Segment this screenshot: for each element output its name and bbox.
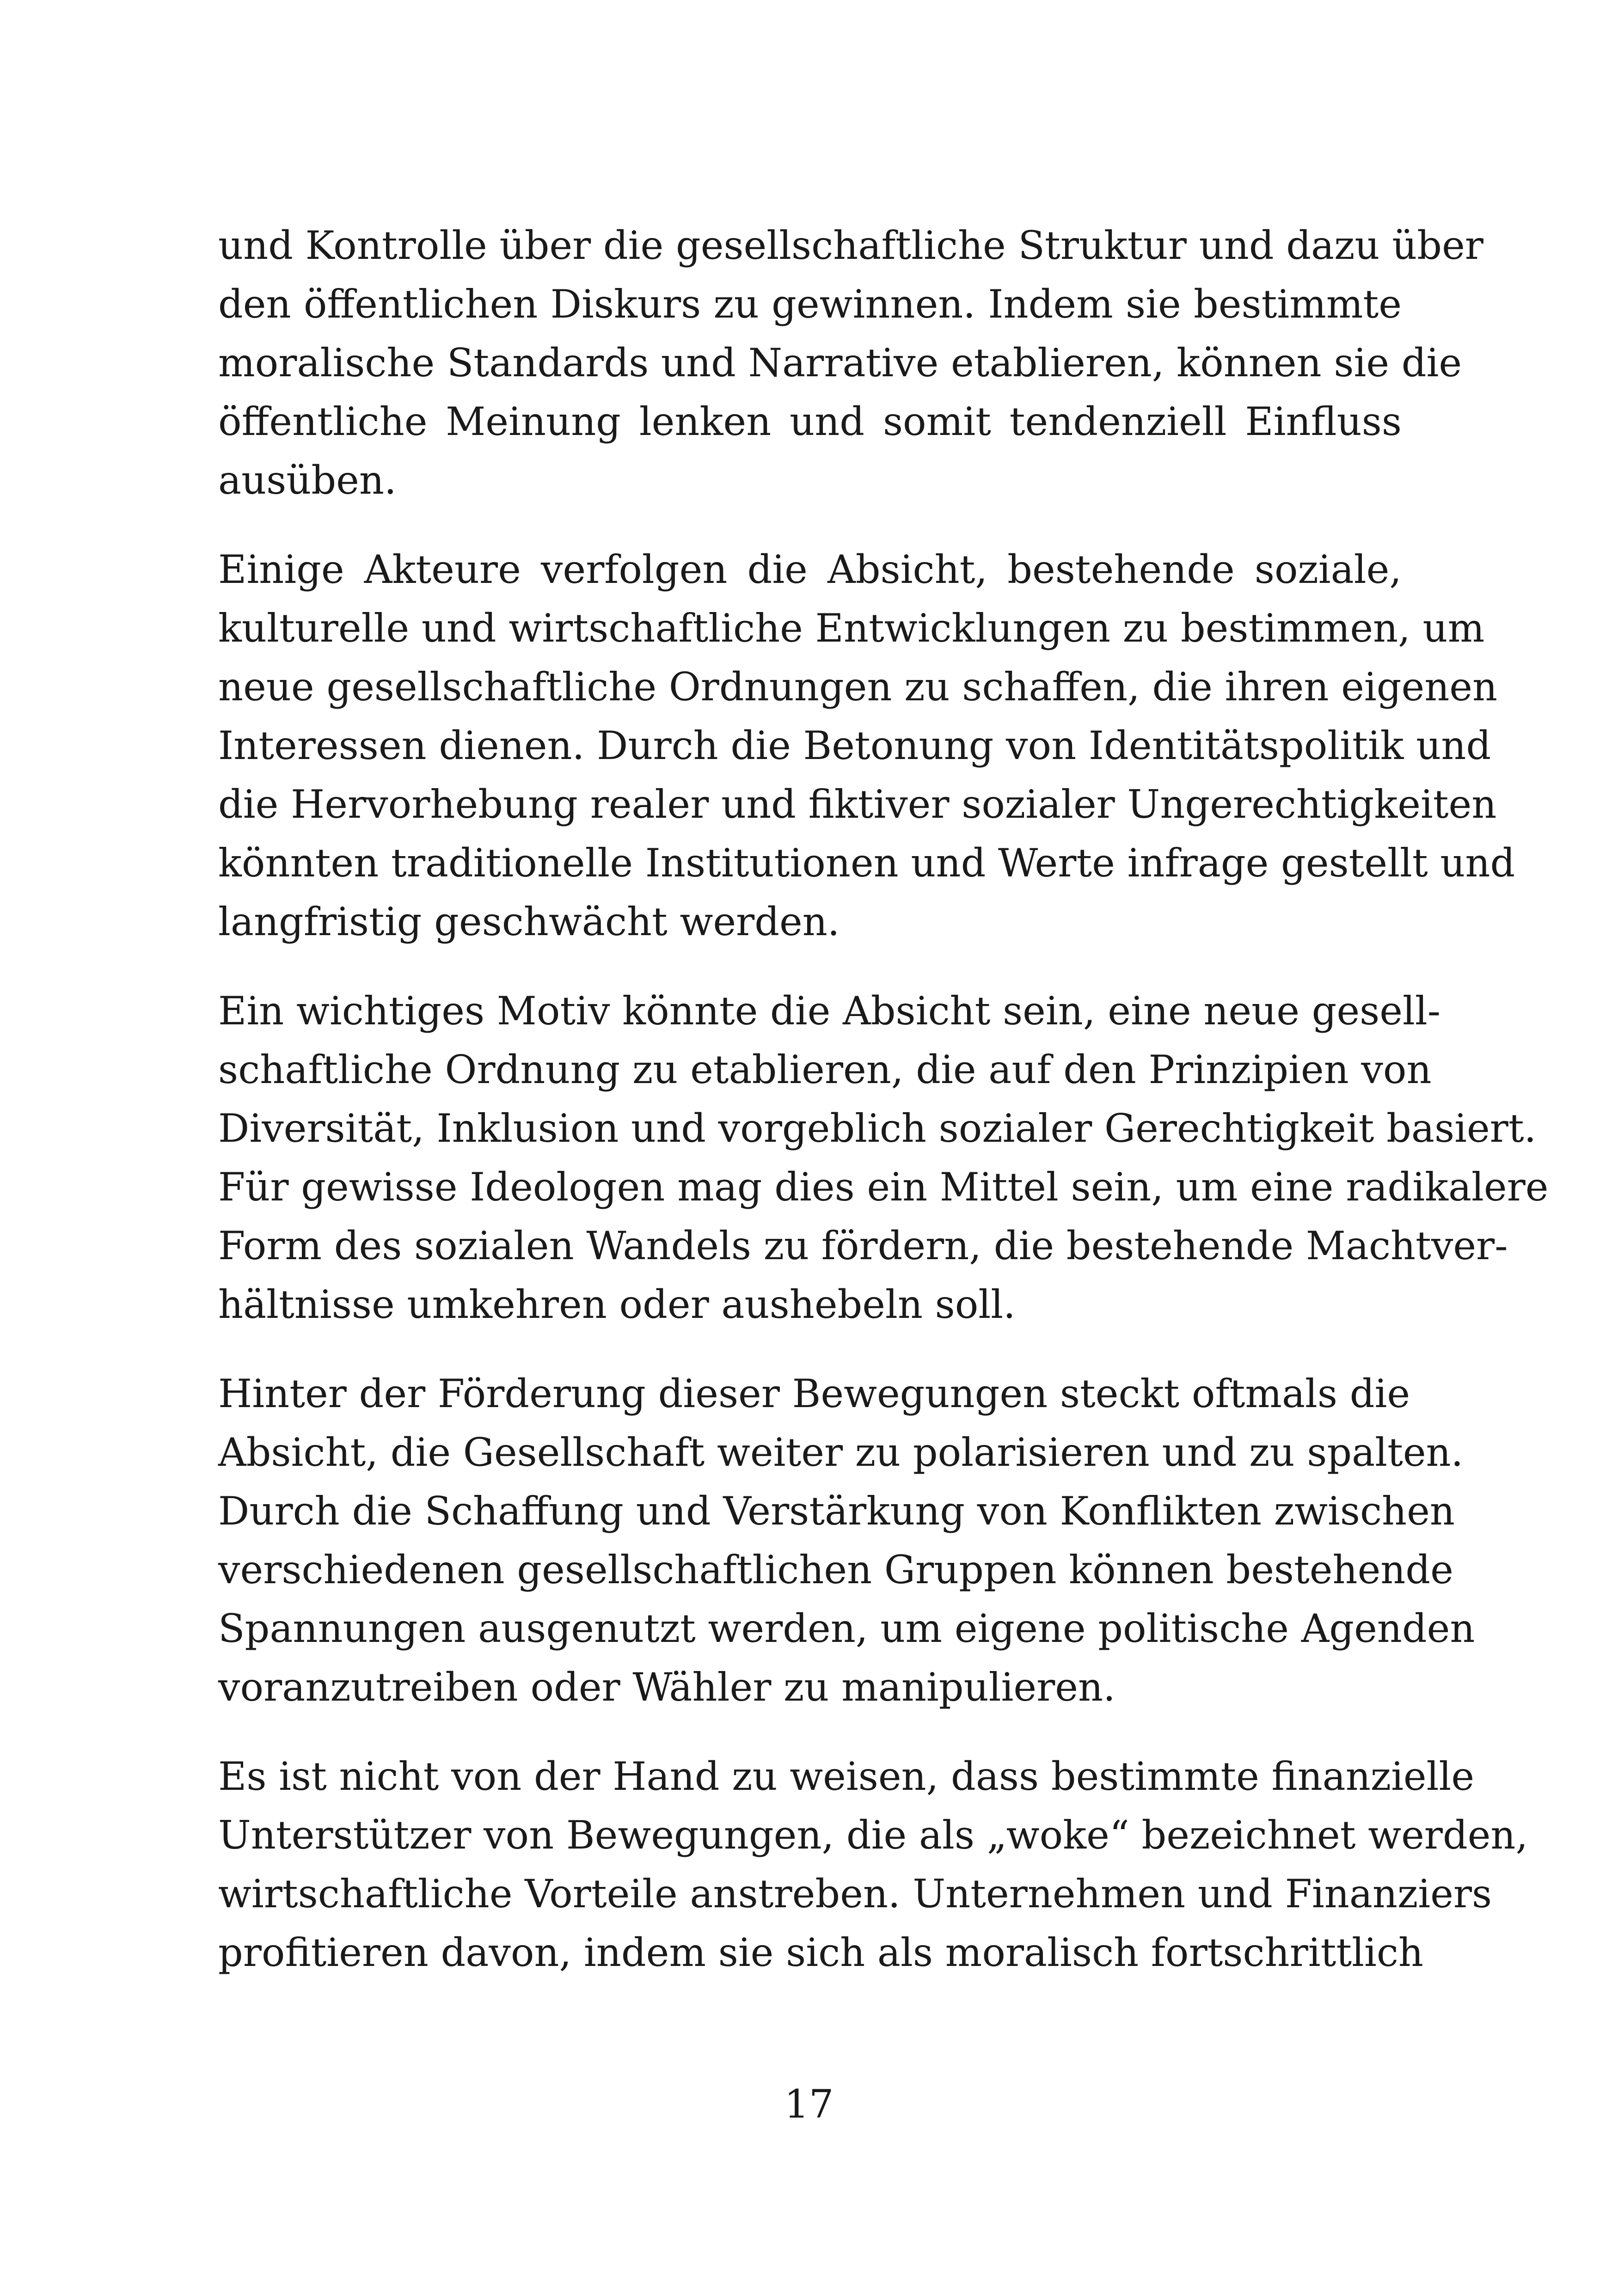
text-line: langfristig geschwächt werden. [218, 899, 840, 944]
paragraph [218, 1747, 1528, 1982]
text-line: Hinter der Förderung dieser Bewegungen steckt oftmals die [218, 1371, 1410, 1416]
text-line: wirtschaftliche Vorteile anstreben. Unternehmen und Finanziers [218, 1871, 1492, 1916]
text-line: Für gewisse Ideologen mag dies ein Mittel sein, um eine radikalere [218, 1164, 1549, 1210]
text-line: hältnisse umkehren oder aushebeln soll. [218, 1282, 1016, 1327]
text-line: voranzutreiben oder Wähler zu manipulieren. [218, 1665, 1115, 1710]
text-line: Spannungen ausgenutzt werden, um eigene politische Agenden [218, 1606, 1475, 1651]
text-line: Einige Akteure verfolgen die Absicht, bestehende soziale, [218, 547, 1402, 592]
paragraph [218, 216, 1483, 510]
text-line: kulturelle und wirtschaftliche Entwicklungen zu bestimmen, um [218, 606, 1485, 651]
text-line: Interessen dienen. Durch die Betonung von Identitätspolitik und [218, 723, 1491, 768]
text-line: neue gesellschaftliche Ordnungen zu schaffen, die ihren eigenen [218, 664, 1498, 710]
text-line: könnten traditionelle Institutionen und Werte infrage gestellt und [218, 840, 1515, 886]
text-line: Unterstützer von Bewegungen, die als „woke“ bezeichnet werden, [218, 1812, 1528, 1858]
text-line: ausüben. [218, 458, 397, 503]
text-line: verschiedenen gesellschaftlichen Gruppen können bestehende [218, 1547, 1453, 1592]
page-number: 17 [784, 2082, 834, 2127]
text-line: moralische Standards und Narrative etablieren, können sie die [218, 340, 1462, 386]
text-line: Es ist nicht von der Hand zu weisen, dass bestimmte finanzielle [218, 1754, 1475, 1799]
body-text [218, 216, 1549, 2013]
text-line: schaftliche Ordnung zu etablieren, die auf den Prinzipien von [218, 1047, 1432, 1092]
text-line: den öffentlichen Diskurs zu gewinnen. Indem sie bestimmte [218, 282, 1402, 327]
text-line: die Hervorhebung realer und fiktiver sozialer Ungerechtigkeiten [218, 782, 1497, 827]
text-line: Absicht, die Gesellschaft weiter zu polarisieren und zu spalten. [218, 1430, 1464, 1475]
text-line: Diversität, Inklusion und vorgeblich sozialer Gerechtigkeit basiert. [218, 1106, 1537, 1151]
text-line: profitieren davon, indem sie sich als moralisch fortschrittlich [218, 1930, 1424, 1975]
paragraph [218, 1365, 1475, 1717]
text-line: Ein wichtiges Motiv könnte die Absicht sein, eine neue gesell- [218, 988, 1441, 1034]
text-line: und Kontrolle über die gesellschaftliche Struktur und dazu über [218, 223, 1483, 268]
paragraph [218, 540, 1515, 951]
text-line: Durch die Schaffung und Verstärkung von Konflikten zwischen [218, 1488, 1455, 1534]
text-line: Form des sozialen Wandels zu fördern, die bestehende Machtver- [218, 1223, 1508, 1268]
text-line: öffentliche Meinung lenken und somit tendenziell Einfluss [218, 399, 1402, 444]
paragraph [218, 982, 1549, 1334]
